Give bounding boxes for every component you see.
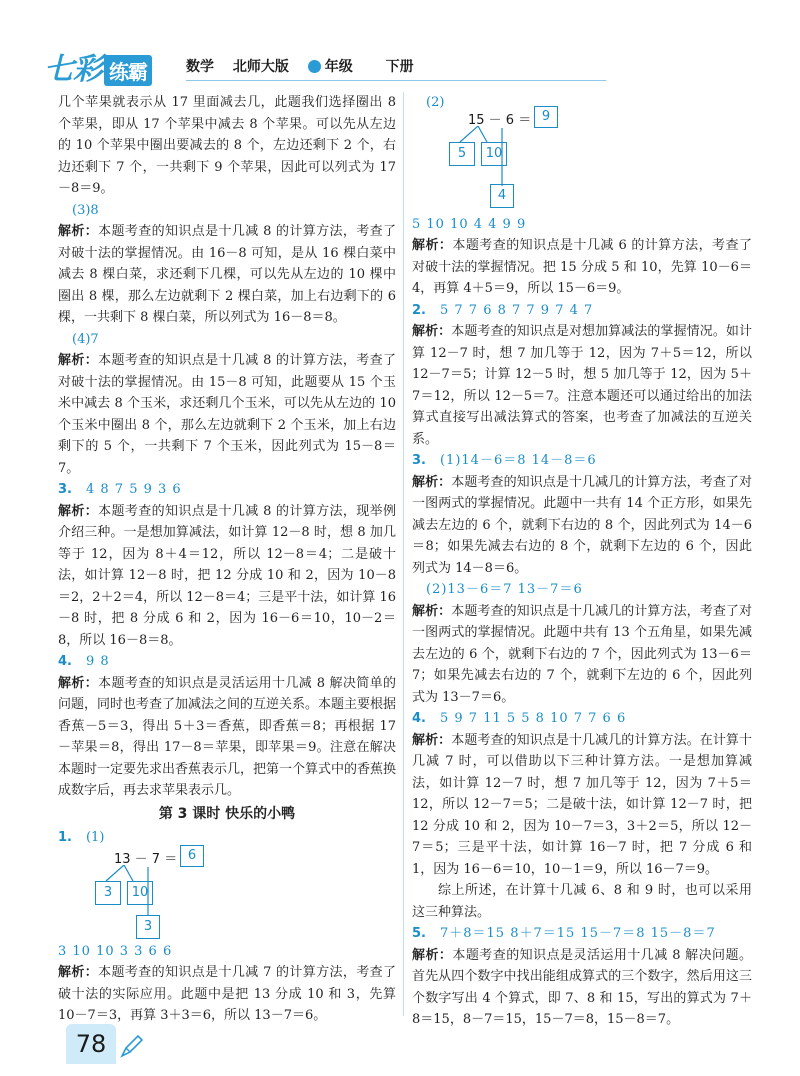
analysis-text: 本题考查的知识点是十几减 8 的计算方法，现举例介绍三种。一是想加算减法，如计算 12－8 时，想 8 加几等于 12，因为 8＋4＝12，所以 12－8＝4；二是破十法，如计算 12－8 时，把 12 分成 10 和 2，因为 10－8＝2，2＋2＝4，所以 12－8＝4；三是平十法，如计算 16－8 时，把 8 分成 6 和 2，因为 16－6＝10，10－2＝8，所以 16－8＝8。 xyxy=(58,503,396,648)
answer: 5 9 7 11 5 5 8 10 7 7 6 6 xyxy=(439,711,627,726)
header-rule xyxy=(186,80,606,81)
logo-box: 练霸 xyxy=(104,55,152,86)
analysis-label: 解析： xyxy=(58,224,99,239)
analysis-text: 本题考查的知识点是灵活运用十几减 8 解决问题。首先从四个数字中找出能组成算式的三个数字，然后用这三个数字写出 4 个算式，即 7、8 和 15，写出的算式为 7＋8＝15，8－7＝15，15－7＝8，15－8＝7。 xyxy=(412,947,752,1027)
analysis-label: 解析： xyxy=(412,474,452,490)
analysis-label: 解析： xyxy=(58,353,99,368)
question-number: 4. xyxy=(58,654,72,669)
question-number: 1. xyxy=(58,830,72,845)
decomposition-diagram xyxy=(58,849,396,941)
paragraph: 几个苹果就表示从 17 里面减去几，此题我们选择圈出 8 个苹果，即从 17 个苹果中减去 8 个苹果。可以先从左边的 10 个苹果中圈出要减去的 8 个，左边还剩下 2 个，右边还剩下 7 个，一共剩下 9 个苹果，因此可以列式为 17－8＝9。 xyxy=(58,95,396,196)
lesson-heading: 第 3 课时 快乐的小鸭 xyxy=(158,805,296,822)
pencil-icon xyxy=(118,1034,144,1060)
answer: 3 10 10 3 3 6 6 xyxy=(58,943,173,959)
diagram-equation: 13 － 7 ＝ xyxy=(114,851,178,867)
column-divider xyxy=(403,92,404,1016)
analysis-text: 本题考查的知识点是十几减几的计算方法，考查了对一图两式的掌握情况。此题中共有 13 个五角星，如果先减去左边的 6 个，就剩下右边的 7 个，因此列式为 13－6＝7；如果先减去右边的 7 个，就剩下左边的 6 个，因此列式为 13－7＝6。 xyxy=(412,603,752,705)
page-number: 78 xyxy=(66,1024,116,1064)
diagram-box-a: 5 xyxy=(449,142,475,166)
answer: 5 7 7 6 8 7 7 9 7 4 7 xyxy=(439,302,594,318)
question-number: 2. xyxy=(412,302,426,318)
analysis-text: 本题考查的知识点是十几减几的计算方法，考查了对一图两式的掌握情况。此题中一共有 14 个正方形，如果先减去左边的 6 个，就剩下右边的 8 个，因此列式为 14－6＝8；如果先减去右边的 8 个，就剩下左边的 6 个，因此列式为 14－8＝6。 xyxy=(412,474,752,576)
analysis-text: 本题考查的知识点是十几减 8 的计算方法，考查了对破十法的掌握情况。由 16－8 可知，是从 16 棵白菜中减去 8 棵白菜，求还剩下几棵，可以先从左边的 10 棵中圈出 8 棵，那么左边就剩下 2 棵白菜，加上右边剩下的 6 棵，一共剩下 8 棵白菜，所以列式为 16－8＝8。 xyxy=(58,224,396,325)
answer: 9 8 xyxy=(85,654,110,669)
volume: 下册 xyxy=(385,59,414,75)
question-number: 5. xyxy=(412,926,426,941)
analysis-text: 本题考查的知识点是十几减 7 的计算方法，考查了破十法的实际应用。此题中是把 13 分成 10 和 3，先算 10－7＝3，再算 3＋3＝6，所以 13－7＝6。 xyxy=(58,965,396,1023)
sub-label: (2) xyxy=(426,95,445,110)
question-number: 4. xyxy=(412,711,426,726)
analysis-text: 本题考查的知识点是十几减 8 的计算方法，考查了对破十法的掌握情况。由 15－8 可知，此题要从 15 个玉米中减去 8 个玉米，求还剩几个玉米，可以先从左边的 10 个玉米中圈出 8 个，那么左边就剩下 2 个玉米，加上右边剩下的 5 个，一共剩下 7 个玉米，因此列式为 15－8＝7。 xyxy=(58,353,396,476)
sub-label: (1) xyxy=(85,830,105,845)
analysis-text: 本题考查的知识点是十几减 6 的计算方法，考查了对破十法的掌握情况。把 15 分成 5 和 10，先算 10－6＝4，再算 4＋5＝9，所以 15－6＝9。 xyxy=(412,238,752,296)
analysis-label: 解析： xyxy=(412,947,453,963)
summary-text: 综上所述，在计算十几减 6、8 和 9 时，也可以采用这三种算法。 xyxy=(412,883,752,920)
diagram-box-a: 3 xyxy=(95,881,121,905)
analysis-label: 解析： xyxy=(412,732,452,748)
answer: 7＋8＝15 8＋7＝15 15－7＝8 15－8＝7 xyxy=(439,926,716,941)
decomposition-diagram xyxy=(412,108,752,214)
analysis-label: 解析： xyxy=(58,503,99,519)
grade: 年级 xyxy=(324,59,353,75)
subject: 数学 xyxy=(186,59,214,75)
grade-dot-icon xyxy=(308,60,321,73)
analysis-text: 本题考查的知识点是对想加算减法的掌握情况。如计算 12－7 时，想 7 加几等于 12，因为 7＋5＝12，所以 12－7＝5；计算 12－5 时，想 5 加几等于 12，因为 5＋7＝12，所以 12－5＝7。注意本题还可以通过给出的加法算式直接写出减法算式的答案，也考查了加减法的互逆关系。 xyxy=(412,324,752,447)
analysis-label: 解析： xyxy=(412,238,453,253)
diagram-equation: 15 － 6 ＝ xyxy=(468,112,532,128)
diagram-box-b: 10 xyxy=(481,142,507,166)
sub-answer: (4)7 xyxy=(72,331,99,347)
diagram-result-box: 9 xyxy=(534,106,558,128)
question-number: 3. xyxy=(58,482,72,497)
answer: (1)14－6＝8 14－8＝6 xyxy=(439,453,597,468)
sub-answer: (3)8 xyxy=(72,202,99,218)
analysis-label: 解析： xyxy=(412,603,452,619)
analysis-text: 本题考查的知识点是灵活运用十几减 8 解决简单的问题，同时也考查了加减法之间的互逆关系。本题主要根据香蕉－5＝3，得出 5＋3＝香蕉，即香蕉＝8；再根据 17－苹果＝8，得出 17－8＝苹果，即苹果＝9。注意在解决本题时一定要先求出香蕉表示几，把第一个算式中的香蕉换成数字后，再去求苹果表示几。 xyxy=(58,675,397,798)
logo-text: 七彩 xyxy=(44,52,102,87)
answer: 5 10 10 4 4 9 9 xyxy=(412,216,527,232)
analysis-label: 解析： xyxy=(412,324,452,339)
edition: 北师大版 xyxy=(232,59,289,75)
page-header xyxy=(0,0,800,92)
diagram-box-b: 10 xyxy=(127,881,153,905)
right-column xyxy=(412,92,752,1031)
answer: (2)13－6＝7 13－7＝6 xyxy=(426,582,583,597)
question-number: 3. xyxy=(412,453,426,468)
book-info xyxy=(186,56,428,76)
analysis-label: 解析： xyxy=(58,675,99,691)
diagram-result-box: 6 xyxy=(180,845,204,867)
answer: 4 8 7 5 9 3 6 xyxy=(85,482,182,497)
analysis-text: 本题考查的知识点是十几减几的计算方法。在计算十几减 7 时，可以借助以下三种计算方法。一是想加算减法，如计算 12－7 时，想 7 加几等于 12，因为 7＋5＝12，所以 12－7＝5；二是破十法，如计算 12－7 时，把 12 分成 10 和 2，因为 10－7＝3，3＋2＝5，所以 12－7＝5；三是平十法，如计算 16－7 时，把 7 分成 6 和 1，因为 16－6＝10，10－1＝9，所以 16－7＝9。 xyxy=(412,732,752,877)
left-column xyxy=(58,92,396,1027)
diagram-box-c: 4 xyxy=(490,184,514,208)
diagram-box-c: 3 xyxy=(136,915,160,939)
brand-logo xyxy=(44,44,152,88)
analysis-label: 解析： xyxy=(58,965,99,980)
